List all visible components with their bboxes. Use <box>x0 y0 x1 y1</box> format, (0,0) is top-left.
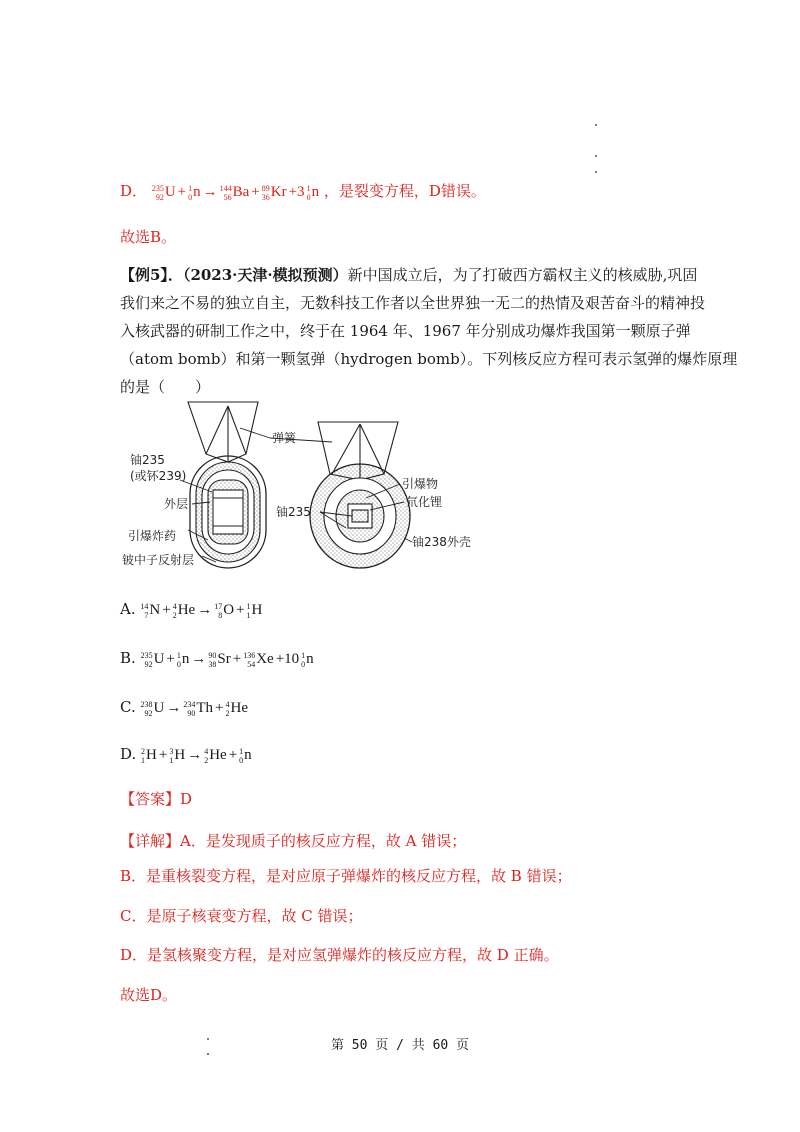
nuclide <box>188 182 201 202</box>
nuclide <box>204 745 227 765</box>
mass-number: 17 <box>214 601 223 611</box>
atomic-number: 2 <box>225 708 230 718</box>
stray-dot <box>207 1053 209 1055</box>
nuclide <box>208 649 230 669</box>
isotope-numbers <box>208 651 216 669</box>
option-label: A. <box>120 600 136 618</box>
stray-dot <box>595 124 597 126</box>
page-footer: 第 50 页 / 共 60 页 <box>330 1038 470 1053</box>
bomb-structure-diagram <box>120 398 500 570</box>
stray-dot <box>595 155 597 157</box>
atomic-number: 0 <box>176 659 181 669</box>
nuclide <box>173 600 196 620</box>
option-label: D． <box>120 182 148 200</box>
element-symbol: H <box>146 747 157 763</box>
example-question <box>120 261 738 401</box>
option-b[interactable] <box>120 648 314 669</box>
mass-number: 4 <box>172 601 177 611</box>
mass-number: 1 <box>246 601 251 611</box>
operator: +10 <box>275 651 300 667</box>
element-symbol: H <box>174 747 186 763</box>
isotope-numbers <box>239 747 243 765</box>
atomic-number: 2 <box>172 610 177 620</box>
nuclide <box>141 649 165 669</box>
label-lithium-deuteride: 氘化锂 <box>406 495 443 509</box>
option-d[interactable] <box>120 744 252 765</box>
nuclear-equation <box>141 747 252 763</box>
element-symbol: Sr <box>217 651 231 667</box>
label-spring: 弹簧 <box>272 431 297 445</box>
label-uranium238-shell: 铀238外壳 <box>412 535 471 549</box>
mass-number: 234 <box>183 699 196 709</box>
explanation-line-2: B．是重核裂变方程，是对应原子弹爆炸的核反应方程，故 B 错误； <box>120 867 572 885</box>
question-line-1 <box>120 261 710 289</box>
nuclide <box>301 649 314 669</box>
option-label: B. <box>120 649 136 667</box>
element-symbol: n <box>244 747 252 763</box>
element-symbol: Th <box>196 700 214 716</box>
mass-number: 1 <box>176 650 181 660</box>
isotope-numbers <box>152 184 164 202</box>
isotope-numbers <box>141 651 153 669</box>
isotope-numbers <box>169 747 173 765</box>
atomic-number: 1 <box>169 755 174 765</box>
option-comment: ，是裂变方程，D错误。 <box>323 182 486 200</box>
atomic-number: 54 <box>247 659 256 669</box>
arrow-symbol: → <box>202 184 218 200</box>
stray-dot <box>595 171 597 173</box>
mass-number: 1 <box>239 746 244 756</box>
mass-number: 238 <box>140 699 153 709</box>
nuclide <box>141 745 157 765</box>
operator: + <box>251 184 260 200</box>
arrow-symbol: → <box>197 602 213 618</box>
isotope-numbers <box>247 602 251 620</box>
nuclide <box>243 649 274 669</box>
element-symbol: n <box>193 184 201 200</box>
isotope-numbers <box>177 651 181 669</box>
mass-number: 2 <box>141 746 146 756</box>
nuclide <box>169 745 185 765</box>
question-line-2: 我们来之不易的独立自主，无数科技工作者以全世界独一无二的热情及艰苦奋斗的精神投 <box>120 294 706 312</box>
explanation-line-1: 【详解】A．是发现质子的核反应方程，故 A 错误； <box>120 832 467 850</box>
nuclide <box>220 182 250 202</box>
mass-number: 1 <box>306 183 311 193</box>
mass-number: 144 <box>219 183 232 193</box>
example-source: （2023·天津·模拟预测） <box>182 266 348 284</box>
mass-number: 89 <box>261 183 270 193</box>
element-symbol: He <box>209 747 227 763</box>
isotope-numbers <box>243 651 255 669</box>
isotope-numbers <box>140 602 148 620</box>
nuclide <box>239 745 252 765</box>
explanation-line-4: D．是氢核聚变方程，是对应氢弹爆炸的核反应方程，故 D 正确。 <box>120 946 559 964</box>
atomic-number: 2 <box>204 755 209 765</box>
element-symbol: Xe <box>256 651 274 667</box>
label-plutonium: (或钚239) <box>130 469 187 483</box>
isotope-numbers <box>214 602 222 620</box>
mass-number: 90 <box>208 650 217 660</box>
atomic-number: 7 <box>144 610 149 620</box>
mass-number: 14 <box>140 601 149 611</box>
nuclide <box>225 698 248 718</box>
option-a[interactable] <box>120 599 262 620</box>
label-uranium235-left: 铀235 <box>130 453 165 467</box>
atomic-number: 1 <box>246 610 251 620</box>
question-line-3: 入核武器的研制工作之中，终于在 1964 年、1967 年分别成功爆炸我国第一颗原子弹 <box>120 322 691 340</box>
element-symbol: O <box>223 602 235 618</box>
nuclide <box>141 698 165 718</box>
answer: 【答案】D <box>120 790 193 808</box>
nuclide <box>307 182 320 202</box>
atomic-number: 8 <box>218 610 223 620</box>
isotope-numbers <box>204 747 208 765</box>
option-label: D. <box>120 745 137 763</box>
atomic-number: 92 <box>144 708 153 718</box>
operator: +3 <box>288 184 305 200</box>
operator: + <box>232 651 242 667</box>
element-symbol: n <box>181 651 190 667</box>
question-line-4: （atom bomb）和第一颗氢弹（hydrogen bomb）。下列核反应方程可表示氢弹的爆炸原理 <box>120 350 738 368</box>
atomic-number: 0 <box>239 755 244 765</box>
mass-number: 4 <box>204 746 209 756</box>
operator: + <box>158 747 168 763</box>
atomic-number: 92 <box>144 659 153 669</box>
prev-option-d <box>120 181 486 202</box>
label-outer-layer: 外层 <box>164 497 189 511</box>
isotope-numbers <box>141 700 153 718</box>
atomic-number: 90 <box>187 708 196 718</box>
operator: + <box>236 602 245 618</box>
isotope-numbers <box>188 184 192 202</box>
atom-bomb-drawing <box>188 402 266 568</box>
example-tag: 【例5】． <box>120 266 183 284</box>
element-symbol: U <box>164 184 176 200</box>
element-symbol: H <box>251 602 263 618</box>
question-text: 新中国成立后，为了打破西方霸权主义的核威胁,巩固 <box>347 266 698 284</box>
atomic-number: 36 <box>261 192 270 202</box>
element-symbol: n <box>306 651 314 667</box>
isotope-numbers <box>173 602 177 620</box>
nuclide <box>214 600 234 620</box>
explanation-conclusion: 故选D。 <box>120 986 178 1004</box>
atomic-number: 38 <box>208 659 217 669</box>
arrow-symbol: → <box>187 747 203 763</box>
question-line-5: 的是（ ） <box>120 378 211 396</box>
element-symbol: He <box>230 700 248 716</box>
element-symbol: Kr <box>270 184 287 200</box>
arrow-symbol: → <box>191 651 207 667</box>
label-uranium235-right: 铀235 <box>276 505 311 519</box>
operator: + <box>228 747 238 763</box>
option-c[interactable] <box>120 697 248 718</box>
element-symbol: U <box>153 700 165 716</box>
element-symbol: N <box>149 602 161 618</box>
isotope-numbers <box>262 184 270 202</box>
mass-number: 235 <box>151 183 164 193</box>
nuclide <box>152 182 176 202</box>
element-symbol: He <box>177 602 196 618</box>
nuclide <box>140 600 160 620</box>
isotope-numbers <box>183 700 195 718</box>
operator: + <box>166 651 175 667</box>
operator: + <box>215 700 224 716</box>
prev-conclusion: 故选B。 <box>120 228 177 246</box>
mass-number: 4 <box>225 699 230 709</box>
atomic-number: 0 <box>301 659 306 669</box>
nuclear-equation <box>141 651 314 667</box>
label-detonator-explosive: 引爆炸药 <box>128 529 177 543</box>
isotope-numbers <box>225 700 229 718</box>
element-symbol: Ba <box>232 184 250 200</box>
mass-number: 1 <box>301 650 306 660</box>
label-beryllium-reflector: 铍中子反射层 <box>122 553 195 567</box>
mass-number: 235 <box>140 650 153 660</box>
nuclide <box>262 182 287 202</box>
hydrogen-bomb-drawing <box>310 422 410 568</box>
explanation-line-3: C．是原子核衰变方程，故 C 错误； <box>120 907 363 925</box>
atomic-number: 1 <box>141 755 146 765</box>
nuclear-equation <box>141 700 248 716</box>
isotope-numbers <box>220 184 232 202</box>
arrow-symbol: → <box>166 700 182 716</box>
nuclide <box>183 698 213 718</box>
label-detonator: 引爆物 <box>402 477 439 491</box>
atomic-number: 0 <box>306 192 311 202</box>
atomic-number: 0 <box>188 192 193 202</box>
operator: + <box>177 184 187 200</box>
mass-number: 136 <box>243 650 256 660</box>
operator: + <box>162 602 171 618</box>
nuclide <box>177 649 190 669</box>
isotope-numbers <box>307 184 311 202</box>
atomic-number: 56 <box>223 192 232 202</box>
isotope-numbers <box>141 747 145 765</box>
element-symbol: n <box>311 184 320 200</box>
element-symbol: U <box>153 651 165 667</box>
nuclear-equation <box>152 184 319 200</box>
isotope-numbers <box>301 651 305 669</box>
mass-number: 3 <box>169 746 174 756</box>
mass-number: 1 <box>188 183 193 193</box>
nuclide <box>247 600 263 620</box>
nuclear-equation <box>140 602 262 618</box>
option-label: C. <box>120 698 136 716</box>
atomic-number: 92 <box>155 192 164 202</box>
